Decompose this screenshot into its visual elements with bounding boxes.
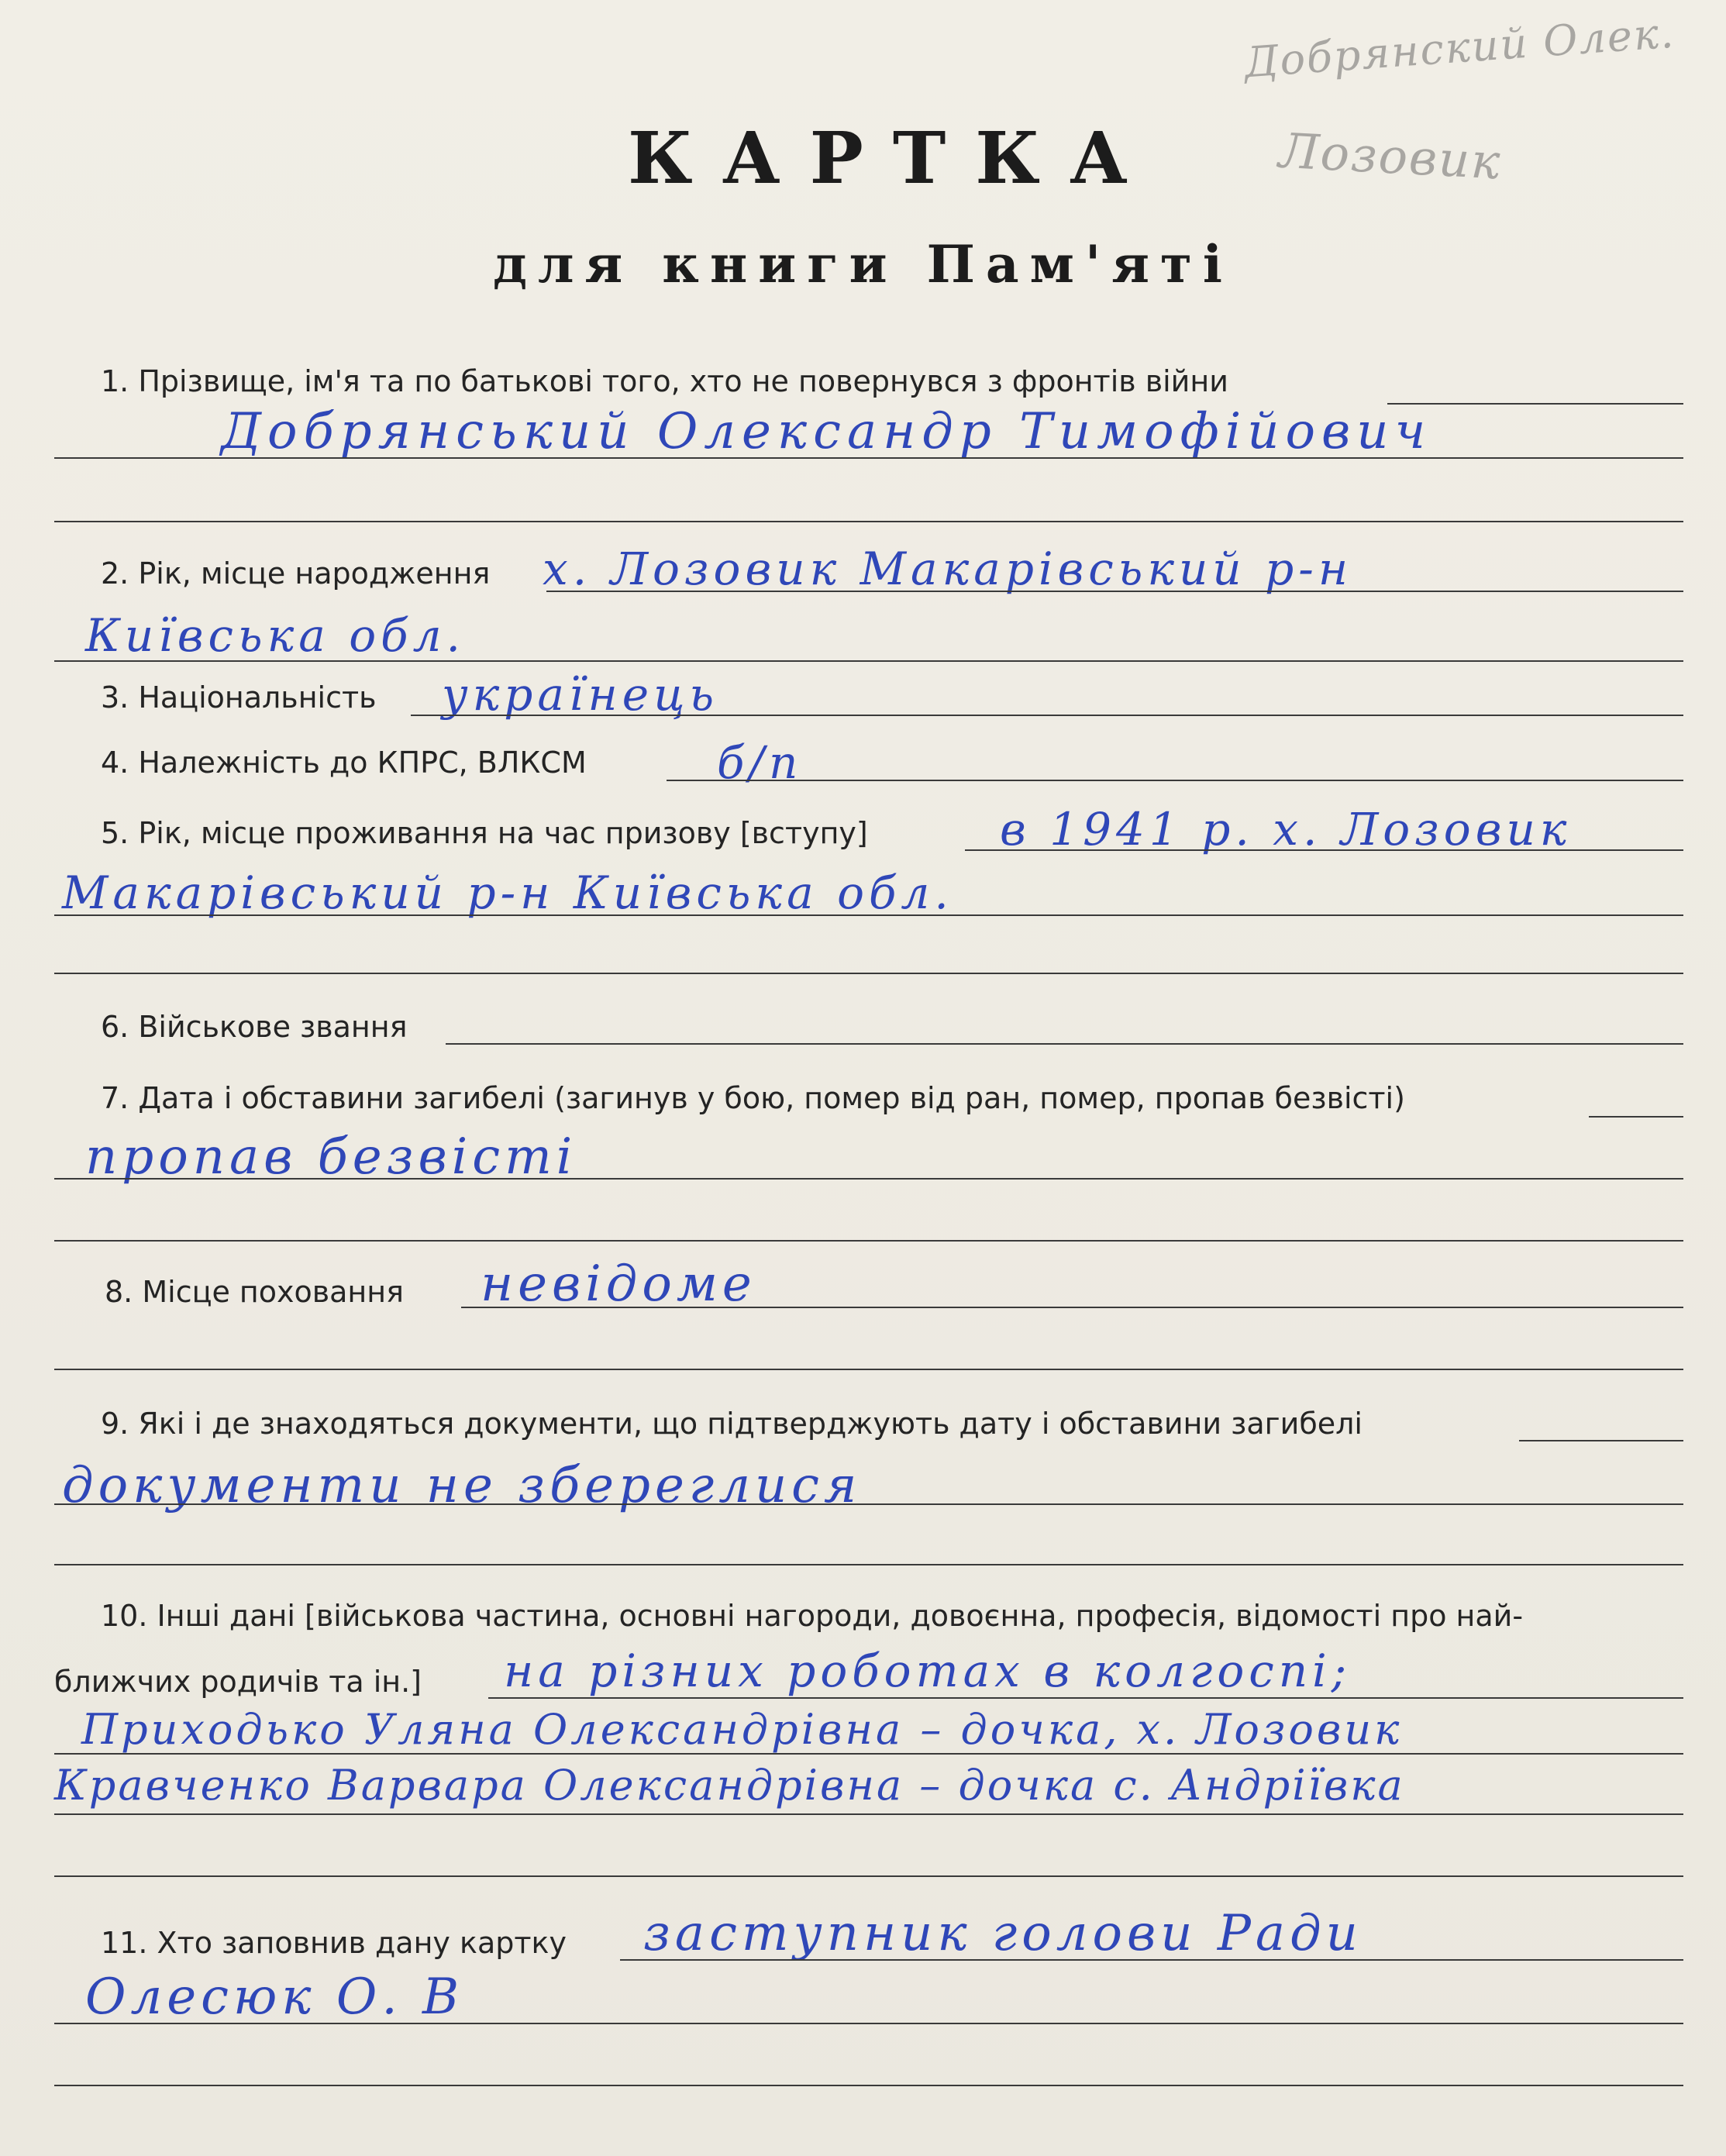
field-11-label: 11. Хто заповнив дану картку <box>101 1926 567 1960</box>
field-8-label: 8. Місце поховання <box>105 1275 404 1309</box>
field-1-value: Добрянський Олександр Тимофійович <box>221 403 1432 460</box>
field-3-line <box>411 715 1683 716</box>
field-4-line <box>667 780 1683 781</box>
field-8-line-b <box>54 1369 1683 1370</box>
field-5-line-a <box>965 849 1683 851</box>
field-10-label: 10. Інші дані [військова частина, основні нагороди, довоєнна, професія, відомості про най- <box>101 1599 1524 1633</box>
card-subtitle: для книги Пам'яті <box>493 234 1233 294</box>
field-4-label: 4. Належність до КПРС, ВЛКСМ <box>101 746 587 780</box>
field-5-line-c <box>54 973 1683 974</box>
field-5-line-b <box>54 914 1683 916</box>
card-title: КАРТКА <box>628 116 1157 200</box>
field-7-label: 7. Дата і обставини загибелі (загинув у бою, помер від ран, помер, пропав безвісті) <box>101 1081 1405 1115</box>
field-9-value: документи не збереглися <box>62 1457 862 1514</box>
field-11-value-line1: заступник голови Ради <box>643 1905 1363 1962</box>
field-1-label: 1. Прізвище, ім'я та по батькові того, хто не повернувся з фронтів війни <box>101 364 1228 398</box>
field-6-label: 6. Військове звання <box>101 1010 408 1044</box>
field-3-label: 3. Національність <box>101 680 377 715</box>
field-9-label: 9. Які і де знаходяться документи, що підтверджують дату і обставини загибелі <box>101 1407 1363 1441</box>
field-2-value-line2: Київська обл. <box>85 609 465 662</box>
field-11-line-a <box>620 1959 1683 1961</box>
field-11-line-c <box>54 2085 1683 2086</box>
field-11-line-b <box>54 2023 1683 2024</box>
field-7-value: пропав безвісті <box>85 1128 577 1186</box>
field-10-value-line2: Приходько Уляна Олександрівна – дочка, х. Лозовик <box>81 1705 1403 1754</box>
pencil-note-name: Добрянский Олек. <box>1242 8 1677 88</box>
pencil-note-village: Лозовик <box>1277 122 1503 191</box>
field-10-value-line3: Кравченко Варвара Олександрівна – дочка с. Андріївка <box>54 1761 1405 1810</box>
field-10-line-c <box>54 1813 1683 1815</box>
field-7-line-b <box>54 1178 1683 1180</box>
field-8-line-a <box>461 1307 1683 1308</box>
field-5-value-line2: Макарівський р-н Київська обл. <box>62 866 953 919</box>
field-10-value-line1: на різних роботах в колгоспі; <box>504 1645 1352 1697</box>
field-9-line-a <box>1519 1440 1683 1441</box>
field-9-line-b <box>54 1503 1683 1505</box>
field-2-line-a <box>546 591 1683 592</box>
field-2-label: 2. Рік, місце народження <box>101 556 491 591</box>
field-7-line-a <box>1589 1116 1683 1118</box>
field-10-line-d <box>54 1875 1683 1877</box>
field-8-value: невідоме <box>481 1255 756 1313</box>
field-3-value: українець <box>442 668 719 721</box>
field-10-line-a <box>488 1697 1683 1699</box>
field-7-line-c <box>54 1240 1683 1242</box>
field-10-line-b <box>54 1753 1683 1755</box>
field-11-value-line2: Олесюк О. В <box>85 1968 464 2026</box>
field-1-line-b <box>54 457 1683 459</box>
field-1-line-a <box>1387 403 1683 405</box>
field-2-line-b <box>54 660 1683 662</box>
field-4-value: б/п <box>717 736 803 789</box>
field-5-value-line1: в 1941 р. х. Лозовик <box>1000 803 1572 856</box>
field-10-label-cont: ближчих родичів та ін.] <box>54 1665 422 1699</box>
field-2-value-line1: х. Лозовик Макарівський р-н <box>543 542 1353 595</box>
field-1-line-c <box>54 521 1683 522</box>
field-5-label: 5. Рік, місце проживання на час призову [вступу] <box>101 816 868 850</box>
field-9-line-c <box>54 1564 1683 1565</box>
field-6-line <box>446 1043 1683 1045</box>
